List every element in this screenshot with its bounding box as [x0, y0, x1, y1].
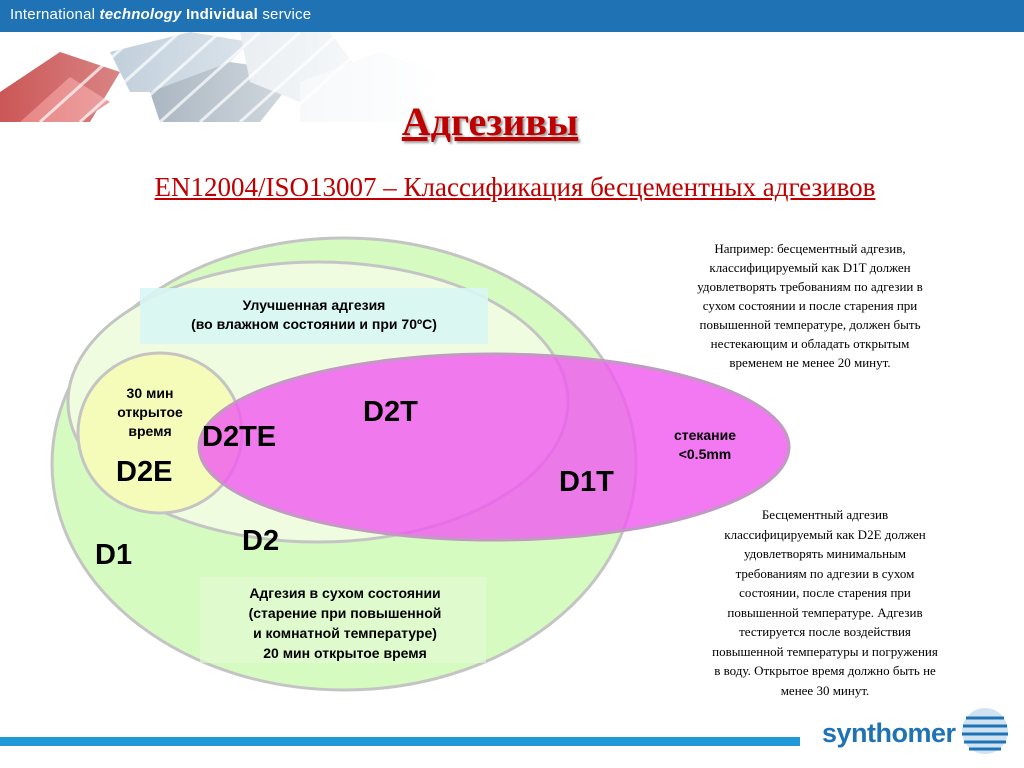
tagline-word-international: International — [10, 6, 96, 23]
footer-bar — [0, 737, 800, 746]
note1-line: сухом состоянии и после старения при — [702, 298, 918, 313]
note1-line: удовлетворять требованиям по адгезии в — [697, 279, 923, 294]
tagline-word-service: service — [262, 6, 312, 23]
synthomer-logo-text: synthomer — [822, 718, 956, 748]
note2-line: Бесцементный адгезив — [761, 507, 889, 522]
slip-line1: стекание — [673, 427, 737, 443]
note1-line: нестекающим и обладать открытым — [710, 336, 910, 351]
note1-line: классифицируемый как D1T должен — [709, 260, 911, 275]
note2-line: состоянии, после старения при — [739, 585, 911, 600]
improved-adhesion-line1: Улучшенная адгезия — [242, 297, 386, 313]
label-d2: D2 — [242, 525, 280, 557]
dry-adhesion-line4: 20 мин открытое время — [263, 645, 427, 661]
note1-line: повышенной температуре, должен быть — [699, 317, 921, 332]
note1-line: Например: бесцементный адгезив, — [714, 241, 906, 256]
label-d2t: D2T — [363, 396, 418, 428]
note1-line: временем не менее 20 минут. — [729, 355, 891, 370]
dry-adhesion-label — [200, 583, 490, 663]
improved-adhesion-label — [140, 296, 488, 334]
dry-adhesion-line1: Адгезия в сухом состоянии — [249, 585, 441, 601]
label-d1: D1 — [95, 539, 133, 571]
note2-line: удовлетворять минимальным — [743, 546, 907, 561]
tagline-word-individual: Individual — [185, 6, 258, 23]
label-d2te: D2TE — [202, 421, 277, 453]
slip-line2: <0.5mm — [678, 446, 732, 462]
open-time-30-label — [95, 384, 205, 441]
note-d1t-example — [640, 239, 980, 372]
label-d1t: D1T — [559, 466, 614, 498]
open-time-line3: время — [128, 423, 172, 439]
note2-line: требованиям по адгезии в сухом — [735, 565, 915, 581]
slip-label — [650, 426, 760, 464]
note2-line: тестируется после воздействия — [739, 624, 911, 639]
note-d2e-example — [665, 505, 985, 700]
note2-line: повышенной температуре. Адгезив — [727, 604, 923, 620]
synthomer-logo-sphere-icon — [960, 706, 1010, 756]
open-time-line1: 30 мин — [126, 385, 174, 401]
page-title: Адгезивы — [401, 99, 579, 144]
note2-line: классифицируемый как D2E должен — [724, 526, 926, 542]
open-time-line2: открытое — [117, 404, 183, 420]
tagline-word-technology: technology — [99, 6, 182, 23]
dry-adhesion-line3: и комнатной температуре) — [253, 625, 437, 641]
note2-line: в воду. Открытое время должно быть не — [714, 663, 936, 678]
page-subtitle: EN12004/ISO13007 – Классификация бесцементных адгезивов — [154, 172, 876, 202]
improved-adhesion-line2: (во влажном состоянии и при 70ºС) — [191, 316, 437, 332]
dry-adhesion-line2: (старение при повышенной — [248, 605, 442, 621]
label-d2e: D2E — [116, 456, 173, 488]
note2-line: повышенной температуры и погружения — [712, 643, 938, 659]
note2-line: менее 30 минут. — [780, 682, 870, 698]
